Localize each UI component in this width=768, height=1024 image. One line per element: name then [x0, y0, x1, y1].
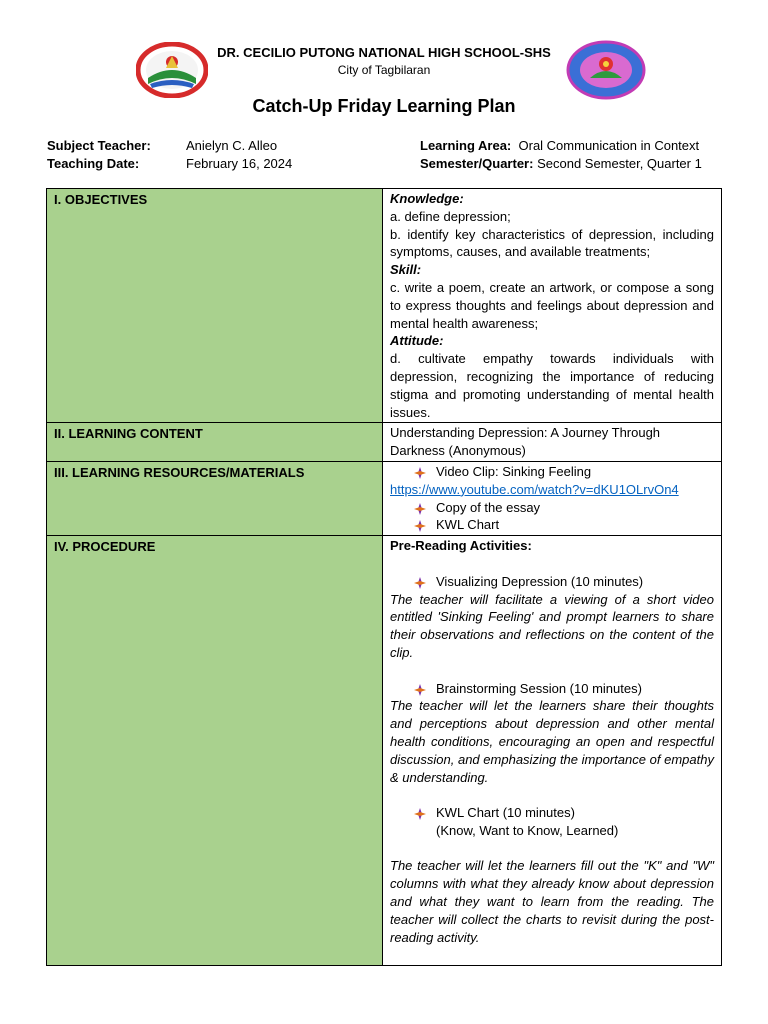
resource-essay: Copy of the essay [436, 499, 541, 515]
objective-d: d. cultivate empathy towards individuals with depression, recognizing the importance of reducing stigma and promoting understanding of mental health issues. [390, 351, 714, 420]
objectives-content [383, 189, 722, 423]
document-header [0, 40, 768, 100]
activity-1-text: The teacher will facilitate a viewing of a short video entitled 'Sinking Feeling' and prompt learners to share their observations and reflections on the content of the clip. [390, 591, 714, 660]
attitude-label: Attitude: [390, 333, 444, 349]
teaching-date-value: February 16, 2024 [186, 156, 293, 171]
list-item [390, 804, 714, 822]
bullet-arrow-icon [414, 684, 426, 696]
learning-area-value: Oral Communication in Context [518, 138, 700, 153]
table-row [47, 536, 722, 966]
objective-a: a. define depression; [390, 208, 511, 224]
resource-kwl: KWL Chart [436, 517, 500, 533]
procedure-label: IV. PROCEDURE [47, 536, 383, 966]
activity-3-subtitle: (Know, Want to Know, Learned) [436, 822, 619, 838]
bullet-arrow-icon [414, 503, 426, 515]
teaching-date-label: Teaching Date: [47, 156, 140, 171]
list-item [390, 499, 714, 517]
video-link[interactable]: https://www.youtube.com/watch?v=dKU1OLrvOn4 [390, 481, 679, 497]
learning-plan-table [46, 188, 722, 966]
list-item [390, 573, 714, 591]
school-city: City of Tagbilaran [337, 63, 431, 77]
semester-label: Semester/Quarter: [420, 156, 534, 171]
subject-teacher-label: Subject Teacher: [47, 138, 151, 153]
school-name: DR. CECILIO PUTONG NATIONAL HIGH SCHOOL-SHS [217, 45, 551, 60]
list-item [390, 680, 714, 698]
knowledge-label: Knowledge: [390, 191, 464, 206]
bullet-arrow-icon [414, 808, 426, 820]
bullet-arrow-icon [414, 577, 426, 589]
objectives-label: I. OBJECTIVES [47, 189, 383, 423]
learning-content-text: Understanding Depression: A Journey Through Darkness (Anonymous) [383, 423, 722, 462]
bullet-arrow-icon [414, 520, 426, 532]
pre-reading-heading: Pre-Reading Activities: [390, 538, 532, 554]
objective-c: c. write a poem, create an artwork, or compose a song to express thoughts and feelings about depression and mental health awareness; [390, 279, 714, 331]
skill-label: Skill: [390, 262, 422, 278]
resources-label: III. LEARNING RESOURCES/MATERIALS [47, 461, 383, 535]
semester-value: Second Semester, Quarter 1 [537, 156, 702, 171]
table-row [47, 461, 722, 535]
teacher-info [47, 137, 292, 173]
learning-area-label: Learning Area: [420, 138, 512, 153]
school-seal-icon [566, 40, 646, 100]
objective-b: b. identify key characteristics of depression, including symptoms, causes, and available treatments; [390, 226, 714, 260]
resources-content [383, 461, 722, 535]
activity-3-text: The teacher will let the learners fill out the "K" and "W" columns with what they already know about depression and what they want to learn from the reading. The teacher will collect the charts to revisit during the post-reading activity. [390, 858, 714, 945]
activity-2-title: Brainstorming Session (10 minutes) [436, 680, 642, 696]
table-row [47, 189, 722, 423]
list-item [390, 516, 714, 534]
procedure-content [383, 536, 722, 966]
activity-1-title: Visualizing Depression (10 minutes) [436, 573, 644, 589]
bullet-arrow-icon [414, 467, 426, 479]
list-item [390, 463, 714, 481]
resource-video: Video Clip: Sinking Feeling [436, 463, 592, 479]
page-title: Catch-Up Friday Learning Plan [252, 96, 516, 116]
table-row [47, 423, 722, 462]
subject-teacher-value: Anielyn C. Alleo [186, 138, 278, 153]
content-label: II. LEARNING CONTENT [47, 423, 383, 462]
activity-3-title: KWL Chart (10 minutes) [436, 805, 575, 821]
activity-2-text: The teacher will let the learners share their thoughts and perceptions about depression and other mental health conditions, encouraging an open and respectful discussion, and emphasizing the importance of empathy & understanding. [390, 698, 714, 785]
course-info [420, 137, 702, 173]
